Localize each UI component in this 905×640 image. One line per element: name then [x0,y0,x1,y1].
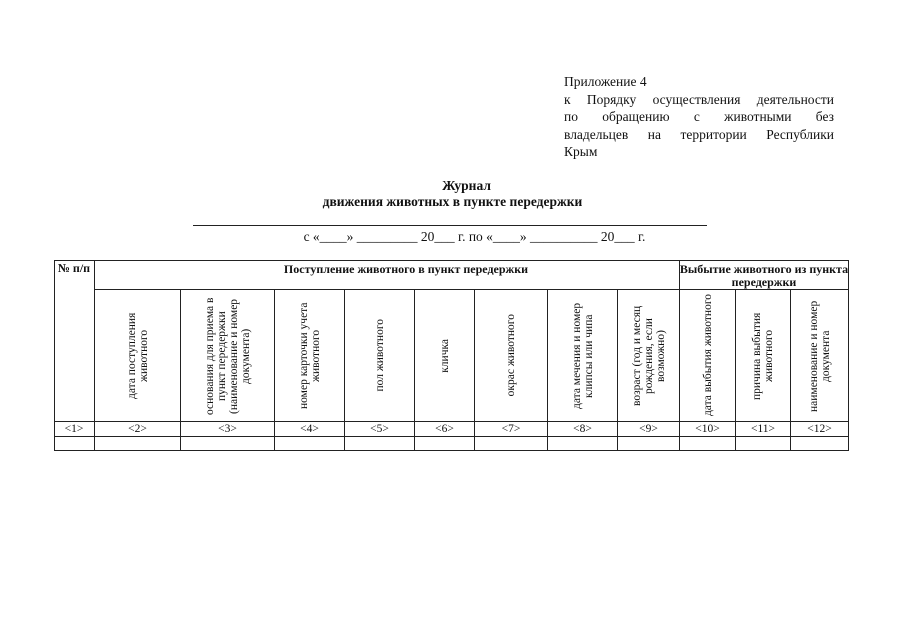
column-number: <8> [573,423,592,435]
appendix-line: владельцев на территории Республики [564,126,834,142]
column-header-card-number [275,290,344,421]
column-number: <6> [435,423,454,435]
document-title: Журнал [442,178,491,193]
appendix-line: Крым [564,144,598,159]
appendix-line: к Порядку осуществления деятельности [564,91,834,107]
column-header-number: № п/п [57,261,91,275]
column-group-departure: Выбытие животного из пункта передержки [679,262,849,289]
column-number: <1> [64,423,84,435]
column-header-label: причина выбытия животного [751,311,775,400]
column-header-nickname [415,290,474,421]
column-number: <11> [750,423,776,435]
document-subtitle: движения животных в пункте передержки [322,194,583,209]
column-header-label: кличка [438,338,451,373]
column-number: <4> [300,423,319,435]
column-group-arrival: Поступление животного в пункт передержки [283,262,529,276]
column-number: <3> [218,423,237,435]
column-header-color [475,290,547,421]
column-number: <12> [807,423,832,435]
column-header-admission-basis [181,290,274,421]
column-header-sex [345,290,414,421]
column-number: <9> [639,423,658,435]
table-border-top [54,260,849,261]
column-header-label: дата выбытия животного [701,294,714,417]
column-header-arrival-date [95,290,180,421]
title-underline [193,225,707,226]
appendix-line: Приложение 4 [564,74,647,89]
column-header-document [791,290,848,421]
column-number: <2> [128,423,147,435]
column-header-age [618,290,679,421]
column-header-departure-date [680,290,735,421]
column-header-label: дата поступления животного [125,312,150,399]
column-header-label: дата мечения и номер клипсы или чипа [570,302,595,409]
column-header-marking [548,290,617,421]
column-header-label: возраст (год и месяц рождения, если возможно) [630,305,667,406]
column-number: <7> [501,423,521,435]
column-header-label: номер карточки учета животного [297,302,322,409]
period-line: с «____» _________ 20___ г. по «____» __________ 20___ г. [303,229,646,244]
appendix-line: по обращению с животными без [564,109,834,124]
column-header-label: наименование и номер документа [807,299,832,412]
column-number: <10> [695,423,720,435]
journal-table [54,260,849,451]
appendix-note [564,73,834,161]
column-header-departure-reason [736,290,790,421]
table-numbers-bottom-line [54,436,849,437]
column-header-label: основания для приема в пункт передержки (наименование и номер документа) [203,296,252,415]
column-number: <5> [370,423,389,435]
column-header-label: окрас животного [505,314,517,397]
table-border-bottom [54,450,849,451]
column-header-label: пол животного [373,319,386,392]
